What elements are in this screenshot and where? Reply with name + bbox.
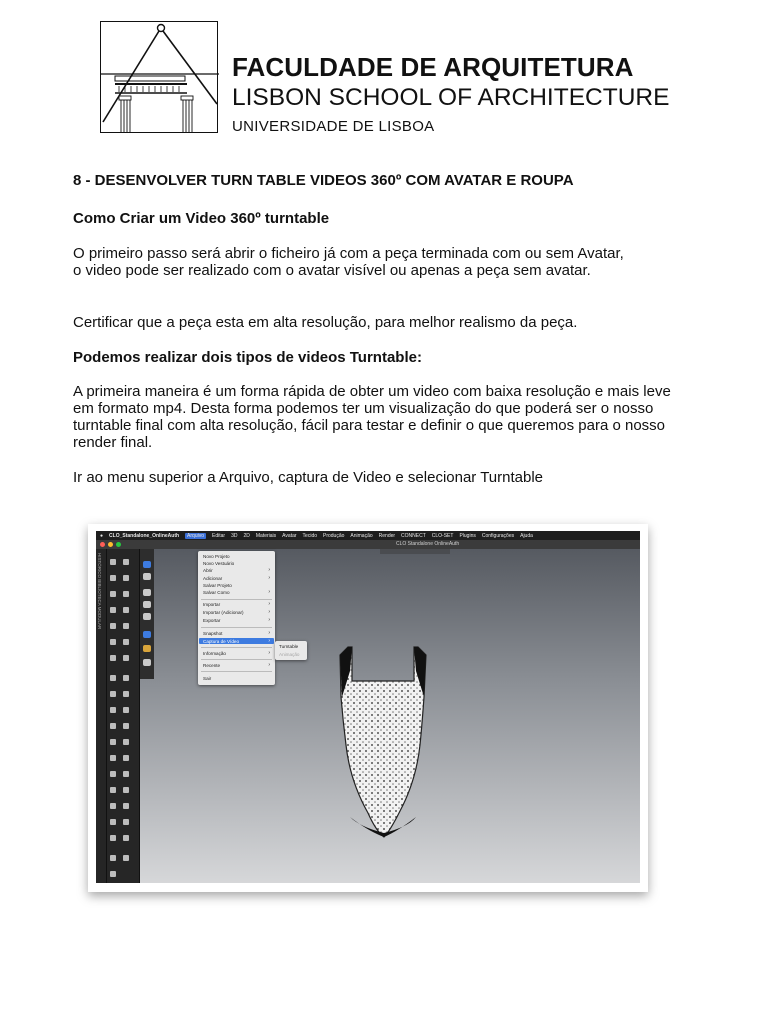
paragraph-3-line-4: render final. bbox=[73, 434, 153, 451]
menu-item-novo-vestuario[interactable]: Novo Vestuário bbox=[203, 561, 235, 566]
chevron-right-icon: › bbox=[268, 630, 270, 636]
tool-icon bbox=[123, 639, 129, 645]
menu-avatar: Avatar bbox=[282, 532, 297, 539]
tool-icon bbox=[123, 623, 129, 629]
video-capture-submenu bbox=[275, 641, 307, 660]
tool-icon bbox=[123, 855, 129, 861]
tool-icon bbox=[123, 691, 129, 697]
menu-plugins: Plugins bbox=[459, 532, 476, 539]
menu-separator bbox=[201, 599, 272, 600]
software-screenshot-frame bbox=[88, 524, 648, 892]
submenu-item-turntable[interactable]: Turntable bbox=[279, 644, 299, 649]
tool-icon bbox=[110, 607, 116, 613]
institution-logo bbox=[100, 21, 218, 133]
chevron-right-icon: › bbox=[268, 650, 270, 656]
chevron-right-icon: › bbox=[268, 609, 270, 615]
tool-icon bbox=[110, 755, 116, 761]
tool-icon bbox=[110, 675, 116, 681]
menu-animacao: Animação bbox=[350, 532, 373, 539]
chevron-right-icon: › bbox=[268, 589, 270, 595]
tool-icon bbox=[110, 771, 116, 777]
clo-app-screenshot bbox=[96, 531, 640, 883]
menu-separator bbox=[201, 671, 272, 672]
tool-icon bbox=[123, 559, 129, 565]
menu-materiais: Materiais bbox=[255, 532, 277, 539]
viewport-tab bbox=[380, 549, 450, 554]
menu-separator bbox=[201, 659, 272, 660]
section-title: 8 - DESENVOLVER TURN TABLE VIDEOS 360º COM AVATAR E ROUPA bbox=[73, 172, 574, 189]
compass-temple-logo-icon bbox=[101, 22, 219, 134]
viewport-tool-icon bbox=[143, 561, 151, 568]
viewport-tool-icon bbox=[143, 659, 151, 666]
tool-icon bbox=[110, 739, 116, 745]
tool-icon bbox=[110, 575, 116, 581]
menu-item-novo-projeto[interactable]: Novo Projeto bbox=[203, 554, 230, 559]
chevron-right-icon: › bbox=[268, 662, 270, 668]
tool-icon bbox=[123, 607, 129, 613]
tool-icon bbox=[123, 803, 129, 809]
menu-arquivo: Arquivo bbox=[187, 532, 204, 539]
menu-producao: Produção bbox=[323, 532, 345, 539]
menu-item-salvar-como[interactable]: Salvar Como bbox=[203, 590, 230, 595]
menu-connect: CONNECT bbox=[401, 532, 426, 539]
menu-2d: 2D bbox=[243, 532, 250, 539]
tool-icon bbox=[110, 691, 116, 697]
viewport-tool-icon bbox=[143, 631, 151, 638]
maximize-window-icon bbox=[116, 542, 121, 547]
paragraph-1-line-1: O primeiro passo será abrir o ficheiro já com a peça terminada com ou sem Avatar, bbox=[73, 245, 624, 262]
menu-item-exportar[interactable]: Exportar bbox=[203, 618, 221, 623]
menu-3d: 3D bbox=[231, 532, 238, 539]
tool-icon bbox=[123, 787, 129, 793]
menu-item-recente[interactable]: Recente bbox=[203, 663, 221, 668]
paragraph-2: Certificar que a peça esta em alta resolução, para melhor realismo da peça. bbox=[73, 314, 578, 331]
viewport-tool-icon bbox=[143, 613, 151, 620]
faculty-name-english: LISBON SCHOOL OF ARCHITECTURE bbox=[232, 84, 670, 111]
menu-item-captura-de-video[interactable]: Captura de Vídeo bbox=[203, 639, 240, 644]
window-titlebar bbox=[96, 540, 640, 549]
tool-icon bbox=[110, 855, 116, 861]
viewport-side-tools bbox=[140, 549, 154, 679]
tool-icon bbox=[123, 771, 129, 777]
tool-icon bbox=[123, 723, 129, 729]
menu-item-snapshot[interactable]: Snapshot bbox=[203, 631, 223, 636]
chevron-right-icon: › bbox=[268, 567, 270, 573]
chevron-right-icon: › bbox=[268, 575, 270, 581]
chevron-right-icon: › bbox=[268, 601, 270, 607]
subtitle: Como Criar um Video 360º turntable bbox=[73, 210, 330, 227]
paragraph-1-line-2: o video pode ser realizado com o avatar visível ou apenas a peça sem avatar. bbox=[73, 262, 591, 279]
viewport-tool-icon bbox=[143, 573, 151, 580]
chevron-right-icon: › bbox=[268, 638, 270, 644]
tool-icon bbox=[110, 655, 116, 661]
tool-icon bbox=[110, 591, 116, 597]
menu-ajuda: Ajuda bbox=[520, 532, 533, 539]
window-title: CLO Standalone OnlineAuth bbox=[396, 541, 460, 547]
tool-icon bbox=[123, 675, 129, 681]
subtitle-2: Podemos realizar dois tipos de videos Turntable: bbox=[73, 349, 422, 366]
menu-render: Render bbox=[378, 532, 396, 539]
tool-icon bbox=[110, 803, 116, 809]
left-side-tabs bbox=[96, 549, 107, 883]
close-window-icon bbox=[100, 542, 105, 547]
menu-item-adicionar[interactable]: Adicionar bbox=[203, 576, 223, 581]
tool-icon bbox=[123, 819, 129, 825]
menu-item-informacao[interactable]: Informação bbox=[203, 651, 226, 656]
tool-icon bbox=[110, 835, 116, 841]
file-menu-dropdown bbox=[198, 551, 275, 685]
faculty-name: FACULDADE DE ARQUITETURA bbox=[232, 52, 634, 82]
chevron-right-icon: › bbox=[268, 617, 270, 623]
menu-item-salvar-projeto[interactable]: Salvar Projeto bbox=[203, 583, 232, 588]
minimize-window-icon bbox=[108, 542, 113, 547]
tool-icon bbox=[110, 871, 116, 877]
tool-icon bbox=[123, 835, 129, 841]
menu-separator bbox=[201, 647, 272, 648]
mac-menubar bbox=[96, 531, 640, 540]
tool-icon bbox=[123, 575, 129, 581]
menubar-app-name: CLO_Standalone_OnlineAuth bbox=[109, 532, 180, 539]
swimsuit-garment-icon bbox=[328, 641, 438, 841]
tool-icon bbox=[123, 707, 129, 713]
paragraph-3-line-3: turntable final com alta resolução, fácil para testar e definir o que queremos para o nosso bbox=[73, 417, 666, 434]
tool-icon bbox=[110, 639, 116, 645]
university-name: UNIVERSIDADE DE LISBOA bbox=[232, 118, 435, 135]
tool-icon bbox=[110, 559, 116, 565]
menu-item-importar-adicionar[interactable]: Importar (Adicionar) bbox=[203, 610, 244, 615]
tool-icon bbox=[123, 591, 129, 597]
menu-separator bbox=[201, 627, 272, 628]
tool-icon bbox=[110, 787, 116, 793]
tool-icon bbox=[110, 707, 116, 713]
tool-icon bbox=[110, 819, 116, 825]
viewport-tool-icon bbox=[143, 601, 151, 608]
apple-icon: ● bbox=[100, 532, 104, 539]
menu-tecido: Tecido bbox=[302, 532, 317, 539]
menu-clo-set: CLO-SET bbox=[431, 532, 454, 539]
menu-configuracoes: Configurações bbox=[481, 532, 515, 539]
menu-item-sair[interactable]: Sair bbox=[203, 676, 212, 681]
tool-icon bbox=[123, 755, 129, 761]
tool-icon bbox=[110, 623, 116, 629]
menu-item-importar[interactable]: Importar bbox=[203, 602, 221, 607]
tool-icon bbox=[123, 739, 129, 745]
menu-editar: Editar bbox=[212, 532, 226, 539]
paragraph-3-line-1: A primeira maneira é um forma rápida de obter um video com baixa resolução e mais leve bbox=[73, 383, 671, 400]
tool-icon bbox=[110, 723, 116, 729]
paragraph-3-line-2: em formato mp4. Desta forma podemos ter um visualização do que poderá ser o nosso bbox=[73, 400, 654, 417]
viewport-tool-icon bbox=[143, 645, 151, 652]
menu-item-abrir[interactable]: Abrir bbox=[203, 568, 213, 573]
tool-icon bbox=[123, 655, 129, 661]
viewport-tool-icon bbox=[143, 589, 151, 596]
paragraph-4: Ir ao menu superior a Arquivo, captura de Video e selecionar Turntable bbox=[73, 469, 544, 486]
side-tab-labels: HISTÓRICO BIBLIOTECA MODULAR bbox=[97, 553, 102, 630]
submenu-item-animacao[interactable]: Animação bbox=[279, 652, 300, 657]
tool-palette bbox=[107, 549, 140, 883]
